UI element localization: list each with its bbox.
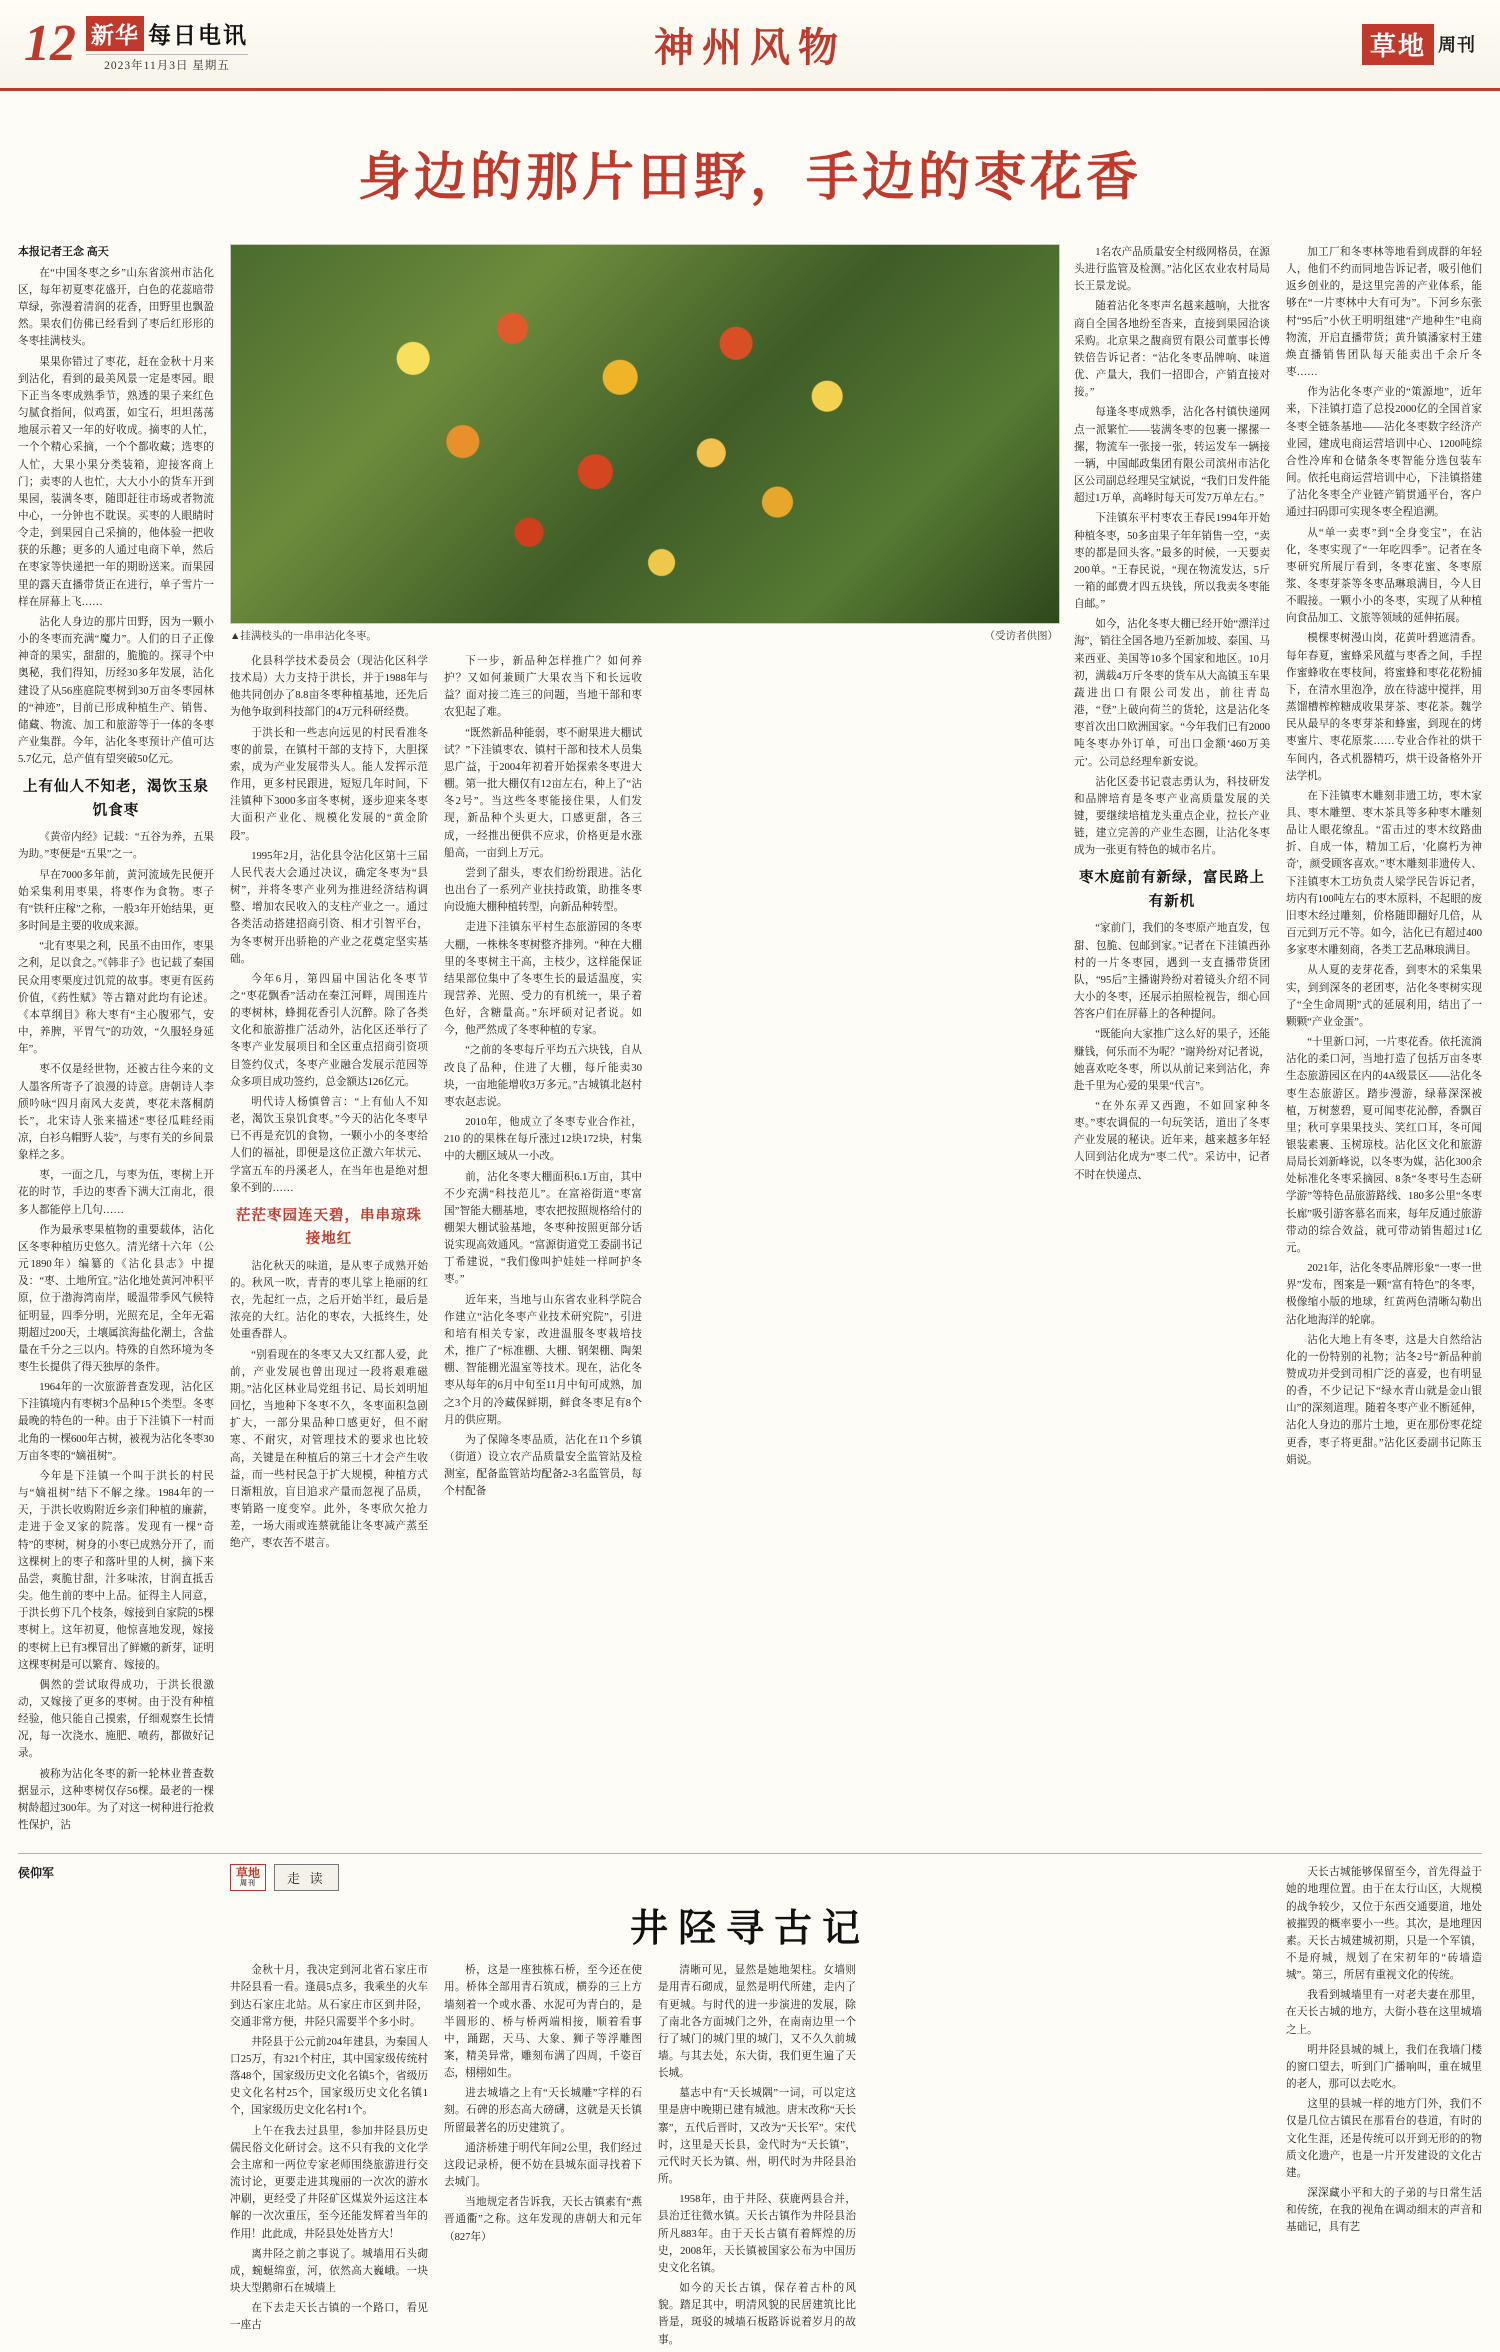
paragraph: 通济桥建于明代年间2公里，我们经过这段记录桥，便不妨在县城东面寻找着下去城门。 [444, 2142, 642, 2189]
secondary-article-byline-block [18, 1864, 214, 1889]
paper-brand-red: 新华 [86, 16, 144, 51]
secondary-article [0, 1854, 1500, 2351]
paragraph: 偶然的尝试取得成功，于洪长很激动，又嫁接了更多的枣树。由于没有种植经验，他只能自己摸索，仔细观察生长情况，每一次浇水、施肥、喷药，都做好记录。 [18, 1679, 214, 1760]
paragraph: 今年是下洼镇一个叫于洪长的村民与“嫡祖树”结下不解之缘。1984年的一天，于洪长收购附近乡亲们种植的廉薪，走进于金叉家的院落。发现有一棵“奇特”的枣树，树身的小枣已成熟分开了，而这棵树上的枣子和落叶里的人树，摘下来品尝，爽脆甘甜，汁多味浓，甘润直抵舌尖。他生前的枣中上品。征得主人同意，于洪长剪下几个枝条，嫁接到自家院的5棵枣树上。这年初夏，他惊喜地发现，嫁接的枣树上已有3棵冒出了鲜嫩的新芽，证明这棵枣树是可以繁育、嫁接的。 [18, 1470, 214, 1671]
weekly-badge [1362, 24, 1476, 65]
paragraph: 今年6月，第四届中国沾化冬枣节之“枣花飘香”活动在秦江河畔，周围连片的枣树林，蜂拥花香引人沉醉。除了各类文化和旅游推广活动外，沾化区还举行了冬枣产业发展项目和全区重点招商引资项目签约仪式，冬枣产业融合发展示范园等众多项目成功签约，总金额达126亿元。 [230, 973, 428, 1088]
paragraph: 早在7000多年前，黄河流域先民便开始采集利用枣果，将枣作为食物。枣子有“铁秆庄稼”之称，一般3年开始结果，更多时间是主要的收成来源。 [18, 869, 214, 933]
secondary-title: 井陉寻古记 [629, 1908, 870, 1951]
paragraph: “既能向大家推广这么好的果子，还能赚钱，何乐而不为呢？”谢羚纷对记者说，她喜欢吃冬枣，所以从前记来到沾化，奔赴千里为心爱的果果“代言”。 [1074, 1029, 1270, 1092]
paragraph: 枣不仅是经世物，还被古往今来的文人墨客所寄予了浪漫的诗意。唐朝诗人李颀吟咏“四月南风大麦黄，枣花未落桐荫长”，北宋诗人张来描述“枣径瓜畦经雨凉，白衫乌帽野人装”，与枣有关的乡间景象样之多。 [18, 1064, 214, 1162]
weekly-badge-black: 周刊 [1438, 35, 1476, 55]
paragraph: 沾化大地上有冬枣，这是大自然给沾化的一份特别的礼物；沾冬2号“新品种前赞成功并受到司相广泛的喜爱，也有明显的香，不少记记下“绿水青山就是金山银山”的深刻道理。随着冬枣产业不断延伸，沾化人身边的那片土地，更在那份枣花绽更香，枣子将更甜。”沾化区委副书记陈玉娟说。 [1286, 1334, 1482, 1466]
page-number: 12 [24, 15, 76, 72]
paragraph: 如今的天长古镇，保存着古朴的风貌。踏足其中，明清风貌的民居建筑比比皆是，斑驳的城墙石板路诉说着岁月的故事。 [658, 2283, 856, 2346]
zoudu-logo-main: 草地 [236, 1866, 261, 1881]
paragraph: “别看现在的冬枣又大又红都人爱，此前，产业发展也曾出现过一段将艰难磁期。”沾化区林业局党组书记、局长刘明旭回忆，当地种下冬枣不久，冬枣面积急剧扩大，一部分果品种口感更好，但不耐寒、不耐灾，对管理技术的要求也比较高，关键是在种植后的第三十才会产生收益，而一些村民急于扩大规模，种植方式日渐粗放，盲目追求产量而忽视了品质，枣销路一度变窄。此外，冬枣欣欠抢力差，一场大雨或连蔡就能让冬枣减产蒸至绝产，枣农苦不堪言。 [230, 1349, 428, 1550]
photo-credit: （受访者供图） [984, 631, 1058, 642]
paragraph: 近年来，当地与山东省农业科学院合作建立“沾化冬枣产业技术研究院”，引进和培有相关专家，改进温服冬枣栽培技术，推广了“标准棚、大棚、钢架棚、陶架棚、智能棚光温室等技术。现在，沾化冬枣从每年的6月中旬至11月中旬可成熟，加之3个月的冷藏保鲜期，鲜食冬枣足有8个月的供应期。 [444, 1294, 642, 1426]
page-title: 身边的那片田野，手边的枣花香 [357, 149, 1142, 207]
paragraph: 被称为沾化冬枣的新一轮林业普查数据显示，这种枣树仅存56棵。最老的一棵树龄超过300年。为了对这一树种进行抢救性保护，沾 [18, 1768, 214, 1832]
zoudu-logo [230, 1864, 266, 1891]
paragraph: 下一步，新品种怎样推广？如何养护？又如何兼顾广大果农当下和长远收益？面对接二连三的问题，当地干部和枣农犯起了难。 [444, 656, 642, 719]
paragraph: 尝到了甜头，枣农们纷纷跟进。沾化也出台了一系列产业扶持政策，助推冬枣向设施大棚种植转型，向新品种转型。 [444, 867, 642, 914]
paragraph: 沾化人身边的那片田野，因为一颗小小的冬枣而充满“魔力”。人们的日子正像神奇的果实，甜甜的，脆脆的。探寻个中奥秘，我们得知，历经30多年发展，沾化建设了从56座庭院枣树到30万亩冬枣园林的“神迹”，目前已形成种植生产、销售、储藏、物流、加工和旅游等于一体的冬枣产业集群。今年，沾化冬枣预计产值可达5.7亿元，总产值有望突破50亿元。 [18, 616, 214, 766]
winter-jujube-photo [230, 244, 1060, 624]
zoudu-column-header [230, 1864, 1270, 1891]
paragraph: 清晰可见，显然是她地架柱。女墙则是用青石砌成，显然是明代所建，走内了有更城。与时代的进一步演进的发展，除了南北各方面城门之外，在南南边里一个行了城门的城门里的城门，又不久久前城墙。与其去处，东大街，我们更生遍了天长城。 [658, 1965, 856, 2080]
paragraph: 前，沾化冬枣大棚面积6.1万亩，其中不少充满“科技范儿”。在富裕街道“枣富国”智能大棚基地，枣农把按照规格给付的棚架大棚试验基地，冬枣种按照更部分话说实现高效通风。“富源街道党工委副书记丁希建说，“我们像叫护娃娃一样呵护冬枣。” [444, 1171, 642, 1286]
paragraph: 化县科学技术委员会（现沾化区科学技术局）大力支持于洪长，并于1988年与他共同创办了8.8亩冬枣种植基地，还先后为他争取到科技部门的4万元科研经费。 [230, 656, 428, 719]
secondary-column-3 [658, 1962, 856, 2351]
paragraph: 当地规定者告诉我，天长古镇素有“燕晋通衢”之称。这年发现的唐朝大和元年（827年） [444, 2197, 642, 2243]
paragraph: 天长古城能够保留至今，首先得益于她的地理位置。由于在太行山区，大规模的战争较少，又位于东西交通要道，地处被摧毁的概率要小一些。其次，是地理因素。天长古城建城初期，只是一个军镇，不是府城，规划了在宋初年的“砖墙造城”。第三，所居有重视文化的传统。 [1286, 1867, 1482, 1982]
paragraph: 下洼镇东平村枣农王春民1994年开始种植冬枣，50多亩果子年年销售一空，“卖枣的都是回头客。”最多的时候，一天要卖200单。“王春民说，“现在物流发达，5斤一箱的邮费才四五块钱，所以我卖冬枣能自邮。” [1074, 513, 1270, 611]
paragraph: 枣，一面之几，与枣为伍，枣树上开花的时节，手边的枣香下满大江南北，很多人都能停上几句…… [18, 1170, 214, 1216]
paragraph: 离井陉之前之事说了。城墙用石头砌成，蜿蜒绵蛮，河，依然高大巍峨。一块块大型鹅卵石在城墙上 [230, 2248, 428, 2295]
secondary-column-4 [1286, 1864, 1482, 2239]
paragraph: 沾化秋天的味道，是从枣子成熟开始的。秋风一吹，青青的枣儿挲上艳丽的红衣，先起红一点，之后开始半红，最后是浓亮的大红。沾化的枣农，大抵终生，处处重香群人。 [230, 1260, 428, 1341]
paragraph: 作为沾化冬枣产业的“策源地”，近年来，下洼镇打造了总投2000亿的全国首家冬枣全链条基地——沾化冬枣数字经济产业园，建成电商运营培训中心、1200吨综合性冷库和仓储条冬枣智能分选包装车间。依托电商运营培训中心，下洼镇搭建了沾化冬枣全产业链产销贯通平台，客户通过扫码即可实现冬枣全程追溯。 [1286, 387, 1482, 519]
subhead-a: 上有仙人不知老，渴饮玉泉饥食枣 [23, 779, 209, 819]
paragraph: 为了保障冬枣品质，沾化在11个乡镇（街道）设立农产品质量安全监管站及检测室，配备监管站均配备2-3名监管员，每个村配备 [444, 1434, 642, 1498]
section-title: 神州风物 [654, 25, 846, 70]
paragraph: 模棵枣树漫山岗，花黄叶碧遮清香。每年春夏，蜜蜂采风蕴与枣香之间，手捏作蜜蜂收在枣枝间，将蜜蜂和枣花花粉捕下，在清水里泡净，放在待滤中搅拌，用蒸馏槽榨榨糖成收果芽茶、枣花茶。魏学民从最早的冬枣芽茶和蜂蜜，到现在的烤枣蜜片、枣花原浆……专业合作社的烘干车间内，各式机器精巧，烘干设备格外开法学机。 [1286, 633, 1482, 782]
article-column-1 [18, 244, 214, 1837]
masthead [0, 0, 1500, 91]
paragraph: 1964年的一次旅游普查发现，沾化区下洼镇境内有枣树3个品种15个类型。冬枣最晚的特色的一种。由于下洼镇下一村而北角的一棵600年古树，被视为沾化冬枣30万亩冬枣的“嫡祖树”。 [18, 1382, 214, 1462]
paragraph: 1958年，由于井陉、获鹿两县合并，县治迁往微水镇。天长古镇作为井陉县治所凡883年。由于天长古镇有着辉煌的历史，2008年，天长镇被国家公布为中国历史文化名镇。 [658, 2194, 856, 2274]
publication-date: 2023年11月3日 星期五 [86, 54, 248, 73]
weekly-badge-red: 草地 [1362, 24, 1434, 65]
article-column-6 [1286, 244, 1482, 1472]
paragraph: “在外东弄又西跑，不如回家种冬枣。”枣农调侃的一句玩笑话，道出了冬枣产业发展的秘诀。近年来，越来越多年轻人回到沾化成为“枣二代”。采访中，记者不时在快递点、 [1074, 1101, 1270, 1181]
paragraph: 加工厂和冬枣林等地看到成群的年轻人，他们不约而同地告诉记者，吸引他们返乡创业的，是这里完善的产业体系，能够在“一片枣林中大有可为”。下河乡东张村“95后”小伙王明明组建“产地种生”电商物流，开启直播带货；黄升镇潘家村王建焕直播销售团队每天能卖出千余斤冬枣…… [1286, 247, 1482, 379]
paragraph: 1名农产品质量安全村级网格员，在源头进行监管及检测。”沾化区农业农村局局长王景龙说。 [1074, 247, 1270, 293]
paragraph: 作为最承枣果植物的重要载体，沾化区冬枣种植历史悠久。清光绪十六年（公元1890年）编纂的《沾化县志》中提及：“枣、土地所宜。”沾化地处黄河冲积平原，位于渤海湾南岸，暖温带季风气候特征明显，四季分明，光照充足，全年无霜期超过200天，土壤属滨海盐化潮土，含盐量在千分之三以内。特殊的自然环境为冬枣生长提供了得天独厚的条件。 [18, 1224, 214, 1373]
paragraph: 果果你错过了枣花，赶在金秋十月来到沾化，看到的最美风景一定是枣园。眼下正当冬枣成熟季节，熟透的果子来红色匀腻食指间，似鸡蛋，如宝石，坦坦荡荡地展示着又一年的好收成。摘枣的人忙，一个个精心采摘，一个个都收藏；选枣的人忙，大果小果分类装箱，迎接客商上门；卖枣的人也忙，大大小小的货车开到果园，装满冬枣，随即赶往市场或者物流中心，一分钟也不耽误。买枣的人眼睛时令走，到果园自己采摘的，他体验一把收获的乐趣；更多的人通过电商下单，然后在枣家等快递把一年的期盼送来。而果园里的露天直播带货正在进行，单子雪片一样在屏幕上飞…… [18, 356, 214, 608]
photo-caption: ▲挂满枝头的一串串沾化冬枣。 [230, 631, 377, 642]
paragraph: 1995年2月，沾化县令沾化区第十三届人民代表大会通过决议，确定冬枣为“县树”，并将冬枣产业列为推进经济结构调整、增加农民收入的支柱产业之一。通过各类活动搭建招商引资、相才引智平台，为冬枣树开出骄艳的产业之花奠定坚实基础。 [230, 850, 428, 965]
paragraph: “既然新品种能弱，枣不耐果进大棚试试？”下洼镇枣农、镇村干部和技术人员集思广益，于2004年初着开始探索冬枣进大棚。第一批大棚仅有12亩左右，种上了“沾冬2号”。当这些冬枣能接住果，人们发现，新品种个头更大，口感更甜，各三成，一经推出便供不应求，价格更是水涨船高，一亩到上万元。 [444, 727, 642, 859]
article-photo-block [230, 244, 1058, 643]
subhead-b: 茫茫枣园连天碧，串串琼珠接地红 [236, 1207, 422, 1248]
paragraph: “北有枣果之利，民虽不由田作，枣果之利，足以食之。”《韩非子》也记载了秦国民众用枣栗度过饥荒的故事。枣更有医药价值，《药性赋》等古籍对此均有论述。《本草纲目》称大枣有“主心腹邪气，安中，养脾，平胃气”的功效，“久服轻身延年”。 [18, 941, 214, 1056]
article-column-4 [444, 653, 642, 1555]
paragraph: 金秋十月，我决定到河北省石家庄市井陉县看一看。逢晨5点多，我乘坐的火车到达石家庄北站。从石家庄市区到井陉，交通非常方便，井陉只需要半个多小时。 [230, 1965, 428, 2028]
paragraph: 上午在我去过县里，参加井陉县历史儒民俗文化研讨会。这不只有我的文化学会主席和一两位专家老师围绕旅游进行交流讨论，更要走进其瑰丽的一次次的游水冲刷，更经受了井陉矿区煤炭外运这注本解的一次次重压，至今还能发辉着当年的作用！此此成，井陉县处处皆方大！ [230, 2125, 428, 2240]
article-center-block [230, 244, 1058, 1555]
paragraph: 明代诗人杨慎曾言：“上有仙人不知老，渴饮玉泉饥食枣。”今天的沾化冬枣早已不再是充饥的食物，一颗小小的冬枣给人们的福祉，即便是这位正激六年状元、学富五车的丹溪老人，在当年也是绝对想象不到的…… [230, 1096, 428, 1194]
paragraph: 在下去走天长古镇的一个路口，看见一座古 [230, 2303, 428, 2332]
article-column-3 [230, 653, 428, 1555]
paragraph: 这里的县城一样的地方门外，我们不仅是几位古镇民在那看台的巷道，有时的文化生涯，还是传统可以开到无形的的物质文化遗产，也是一片开发建设的文化古建。 [1286, 2099, 1482, 2179]
paragraph: 进去城墙之上有“天长城雕”字样的石刻。石碑的形态高大磅礴，这就是天长镇所留最著名的历史建筑了。 [444, 2088, 642, 2134]
subhead-c: 枣木庭前有新绿，富民路上有新机 [1079, 870, 1265, 910]
paragraph: 从“单一卖枣”到“全身变宝”，在沾化，冬枣实现了“一年吃四季”。记者在冬枣研究所展厅看到，冬枣花蜜、冬枣原浆、冬枣芽茶等冬枣品琳琅满目，今人目不暇接。一颗小小的冬枣，实现了从种植向食品加工、文旅等领域的延伸拓展。 [1286, 527, 1482, 625]
paragraph: 从人夏的麦芽花香，到枣木的采集果实，到到深冬的老团枣，沾化冬枣树实现了“全生命周期”式的延展利用，结出了一颗颗“产业金蛋”。 [1286, 965, 1482, 1028]
main-article [0, 244, 1500, 1837]
secondary-author: 侯仰军 [18, 1866, 55, 1881]
paragraph: 墓志中有“天长城隅”一词，可以定这里是唐中晚期已建有城池。唐末改称“天长寨”，五代后晋时，又改为“天长军”。宋代时，这里是天长县，金代时为“天长镇”，元代时天长为镇、州，明代时为井陉县治所。 [658, 2088, 856, 2186]
paragraph: 沾化区委书记袁志勇认为，科技研发和品牌培育是冬枣产业高质量发展的关键，要继续培植龙头重点企业，拉长产业链，建立完善的产业生态圈，让沾化冬枣成为一张更有特色的城市名片。 [1074, 776, 1270, 857]
zoudu-logo-sub: 周刊 [240, 1880, 256, 1888]
paragraph: 桥，这是一座独栋石桥，至今还在使用。桥体全部用青石筑成，横券的三上方墙刻着一个或水番、水泥可为青白的，是半圆形的、桥与桥两端相接，顺着看事中，踊踞，天马、大象、狮子等浮雕图案，精美异常，雕刻布满了四周，千姿百态，栩栩如生。 [444, 1965, 642, 2080]
paragraph: 于洪长和一些志向远见的村民看准冬枣的前景，在镇村干部的支持下，大胆探索，成为产业发展带头人。能人发挥示范作用，更多村民跟进，短短几年时间，下洼镇种下3000多亩冬枣树，逐步迎来冬枣大面积产业化、规模化发展的“黄金阶段”。 [230, 727, 428, 842]
paper-brand-black: 每日电讯 [148, 21, 248, 48]
secondary-column-2 [444, 1962, 642, 2351]
paragraph: 2021年，沾化冬枣品牌形象“一枣一世界”发布，图案是一颗“富有特色”的冬枣，极像缩小版的地球，红黄两色清晰勾勒出沾化地海洋的轮廓。 [1286, 1263, 1482, 1326]
paragraph: 深深藏小平和大的子弟的与日常生活和传统，在我的视角在调动细末的声音和基础记，具有艺 [1286, 2188, 1482, 2234]
paragraph: 在“中国冬枣之乡”山东省滨州市沾化区，每年初夏枣花盛开，白色的花蕊暗带草绿，弥漫着清润的花香，田野里也飘盈然。果农们仿佛已经看到了枣后红形形的冬枣挂满枝头。 [18, 267, 214, 348]
paragraph: 如今，沾化冬枣大棚已经开始“漂洋过海”，销往全国各地乃至新加坡、泰国、马来西亚、美国等10多个国家和地区。10月初，满载4万斤冬枣的货车从大高镇玉车果蔬进出口有限公司发出，前往青岛港，“登”上破向荷兰的货轮，这是沾化冬枣首次出口欧洲国家。“今年我们已有2000吨冬枣办外订单，可出口金额‘460万美元’。公司总经理牟新安说。 [1074, 619, 1270, 768]
paragraph: “家前门，我们的冬枣原产地直发，包甜、包脆、包邮到家。”记者在下洼镇西孙村的一片冬枣园，遇到一支直播带货团队，“95后”主播谢羚纷对着镜头介绍不同大小的冬枣，还展示拍照检视告，细心回答客户们在屏幕上的各种提问。 [1074, 923, 1270, 1021]
paragraph: 每逢冬枣成熟季，沾化各村镇快递网点一派繁忙——装满冬枣的包裹一摞摞一摞，物流车一张接一张，转运发车一辆接一辆，中国邮政集团有限公司滨州市沾化区公司副总经理吴宝斌说，“我们日发件能超过1万单，高峰时每天可发7万单左右。” [1074, 407, 1270, 505]
paragraph: 我看到城墙里有一对老夫妻在那里，在天长古城的地方，大街小巷在这里城墙之上。 [1286, 1990, 1482, 2036]
paragraph: 走进下洼镇东平村生态旅游园的冬枣大棚，一株株冬枣树整齐排列。“种在大棚里的冬枣树主干高，主枝少，这样能保证结果部位集中了冬枣生长的最适温度，实现营养、光照、受力的有机统一，果子着色好，含糖量高。”东坪硕对记者说。如今，他严然成了冬枣种植的专家。 [444, 922, 642, 1037]
zoudu-button[interactable]: 走 读 [274, 1864, 339, 1891]
paragraph: 《黄帝内经》记载：“五谷为养，五果为助。”枣便是“五果”之一。 [18, 832, 214, 861]
paragraph: “十里新口河，一片枣花香。依托流淌沾化的柔口河，当地打造了包括万亩冬枣生态旅游园区在内的4A级景区——沾化冬枣生态旅游区。踏步漫游，绿幕深深被植，万树葱碧，夏可闻枣花沁醉，香飘百里；秋可享果果技头、笑红口耳，冬可闻银装素裹、玉树琼枝。沾化区文化和旅游局局长刘新峰说，以冬枣为媒，沾化300余处标准化冬枣采摘园、8条“冬枣号生态研学游”等特色品旅游路线、180多公里“冬枣长廊”吸引游客慕名而来，每年反通过旅游带动的综合效益，就可带动销售超过1亿元。 [1286, 1037, 1482, 1254]
byline: 本报记者王念 高天 [18, 246, 109, 258]
paragraph: 明井陉县城的城上，我们在我墙门楼的窗口望去，听到门广播响叫，重在城里的老人，那可以去吃水。 [1286, 2044, 1482, 2091]
paragraph: 在下洼镇枣木雕刻非遗工坊，枣木家具、枣木雕塑、枣木茶具等多种枣木雕刻品让人眼花缭乱。“雷击过的枣木纹路曲折、自成一体，精加工后，'化腐朽为神奇'，颜受顾客喜欢。”枣木雕刻非遗传人、下洼镇枣木工坊负责人梁学民告诉记者，坊内有100吨左右的枣木原料，不起眼的废旧枣木经过雕刻，价格随即翻好几倍，从百元到万元不等。如今，沾化已有超过400多家枣木雕刻商，各类工艺品琳琅满目。 [1286, 790, 1482, 957]
article-column-5 [1074, 244, 1270, 1187]
secondary-column-1 [230, 1962, 428, 2351]
paragraph: 随着沾化冬枣声名越来越响，大批客商自全国各地纷至沓来，直接到果园洽谈采购。北京果之馥商贸有限公司董事长傅铁倍告诉记者：“沾化冬枣品牌响、味道优、产量大，我们一招即合，产销直接对接。” [1074, 301, 1270, 399]
paragraph: “之前的冬枣每斤平均五六块钱，自从改良了品种，住进了大棚，每斤能卖30块，一亩地能增收3万多元。”古城镇北赵村枣农赵志说。 [444, 1045, 642, 1108]
paragraph: 井陉县于公元前204年建县，为秦国人口25万，有321个村庄，其中国家级传统村落48个，国家级历史文化名镇5个，省级历史文化名村25个，国家级历史文化名镇1个，国家级历史文化名村1个。 [230, 2036, 428, 2117]
paragraph: 2010年，他成立了冬枣专业合作社，210 的的果株在每斤涨过12块172块，村集中的大棚区域从一小改。 [444, 1117, 642, 1163]
paper-brand [86, 16, 248, 73]
